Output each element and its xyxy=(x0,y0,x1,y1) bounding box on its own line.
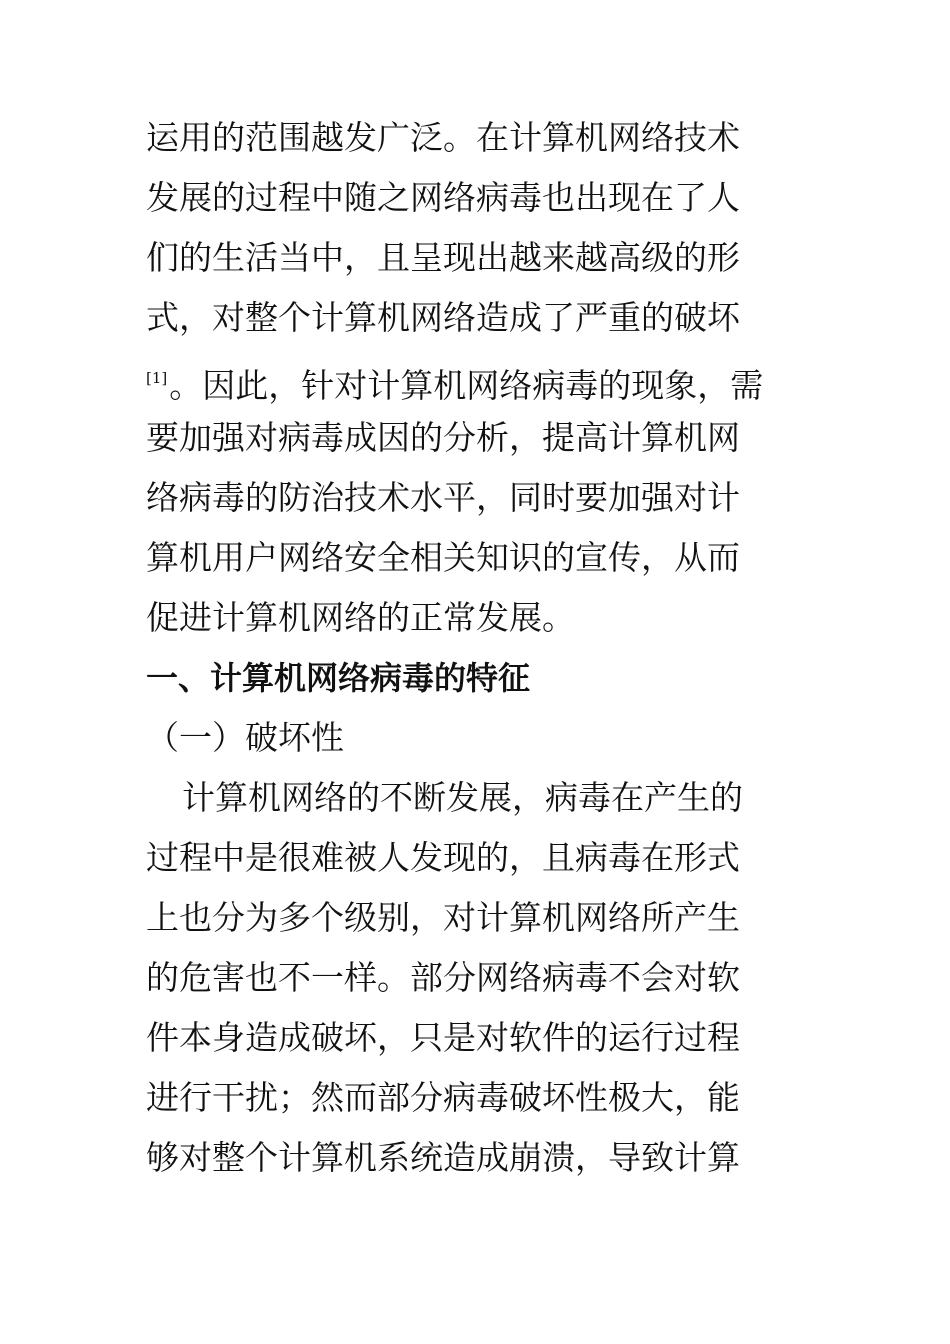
body-text-line: 过程中是很难被人发现的，且病毒在形式 xyxy=(146,838,740,877)
body-text-line: 上也分为多个级别，对计算机网络所产生 xyxy=(146,898,740,937)
body-text-line: 们的生活当中，且呈现出越来越高级的形 xyxy=(146,238,740,277)
body-text-line: 计算机网络的不断发展，病毒在产生的 xyxy=(182,778,743,817)
body-text-line-with-citation xyxy=(146,358,764,405)
body-text-line: 促进计算机网络的正常发展。 xyxy=(146,598,575,637)
body-text-line: 式，对整个计算机网络造成了严重的破坏 xyxy=(146,298,740,337)
body-text-line: 件本身造成破坏，只是对软件的运行过程 xyxy=(146,1018,740,1057)
body-text-line: 要加强对病毒成因的分析，提高计算机网 xyxy=(146,418,740,457)
body-text-line: 运用的范围越发广泛。在计算机网络技术 xyxy=(146,118,740,157)
body-text-line: 的危害也不一样。部分网络病毒不会对软 xyxy=(146,958,740,997)
citation-marker: [1] xyxy=(146,369,168,387)
body-text-line: 进行干扰；然而部分病毒破坏性极大，能 xyxy=(146,1078,740,1117)
body-text-line: 发展的过程中随之网络病毒也出现在了人 xyxy=(146,178,740,217)
body-text-line: 算机用户网络安全相关知识的宣传，从而 xyxy=(146,538,740,577)
body-text-segment: 。因此，针对计算机网络病毒的现象，需 xyxy=(169,366,764,405)
section-heading: 一、计算机网络病毒的特征 xyxy=(146,659,531,697)
subsection-heading: （一）破坏性 xyxy=(146,718,344,757)
body-text-line: 络病毒的防治技术水平，同时要加强对计 xyxy=(146,478,740,517)
body-text-line: 够对整个计算机系统造成崩溃，导致计算 xyxy=(146,1138,740,1177)
